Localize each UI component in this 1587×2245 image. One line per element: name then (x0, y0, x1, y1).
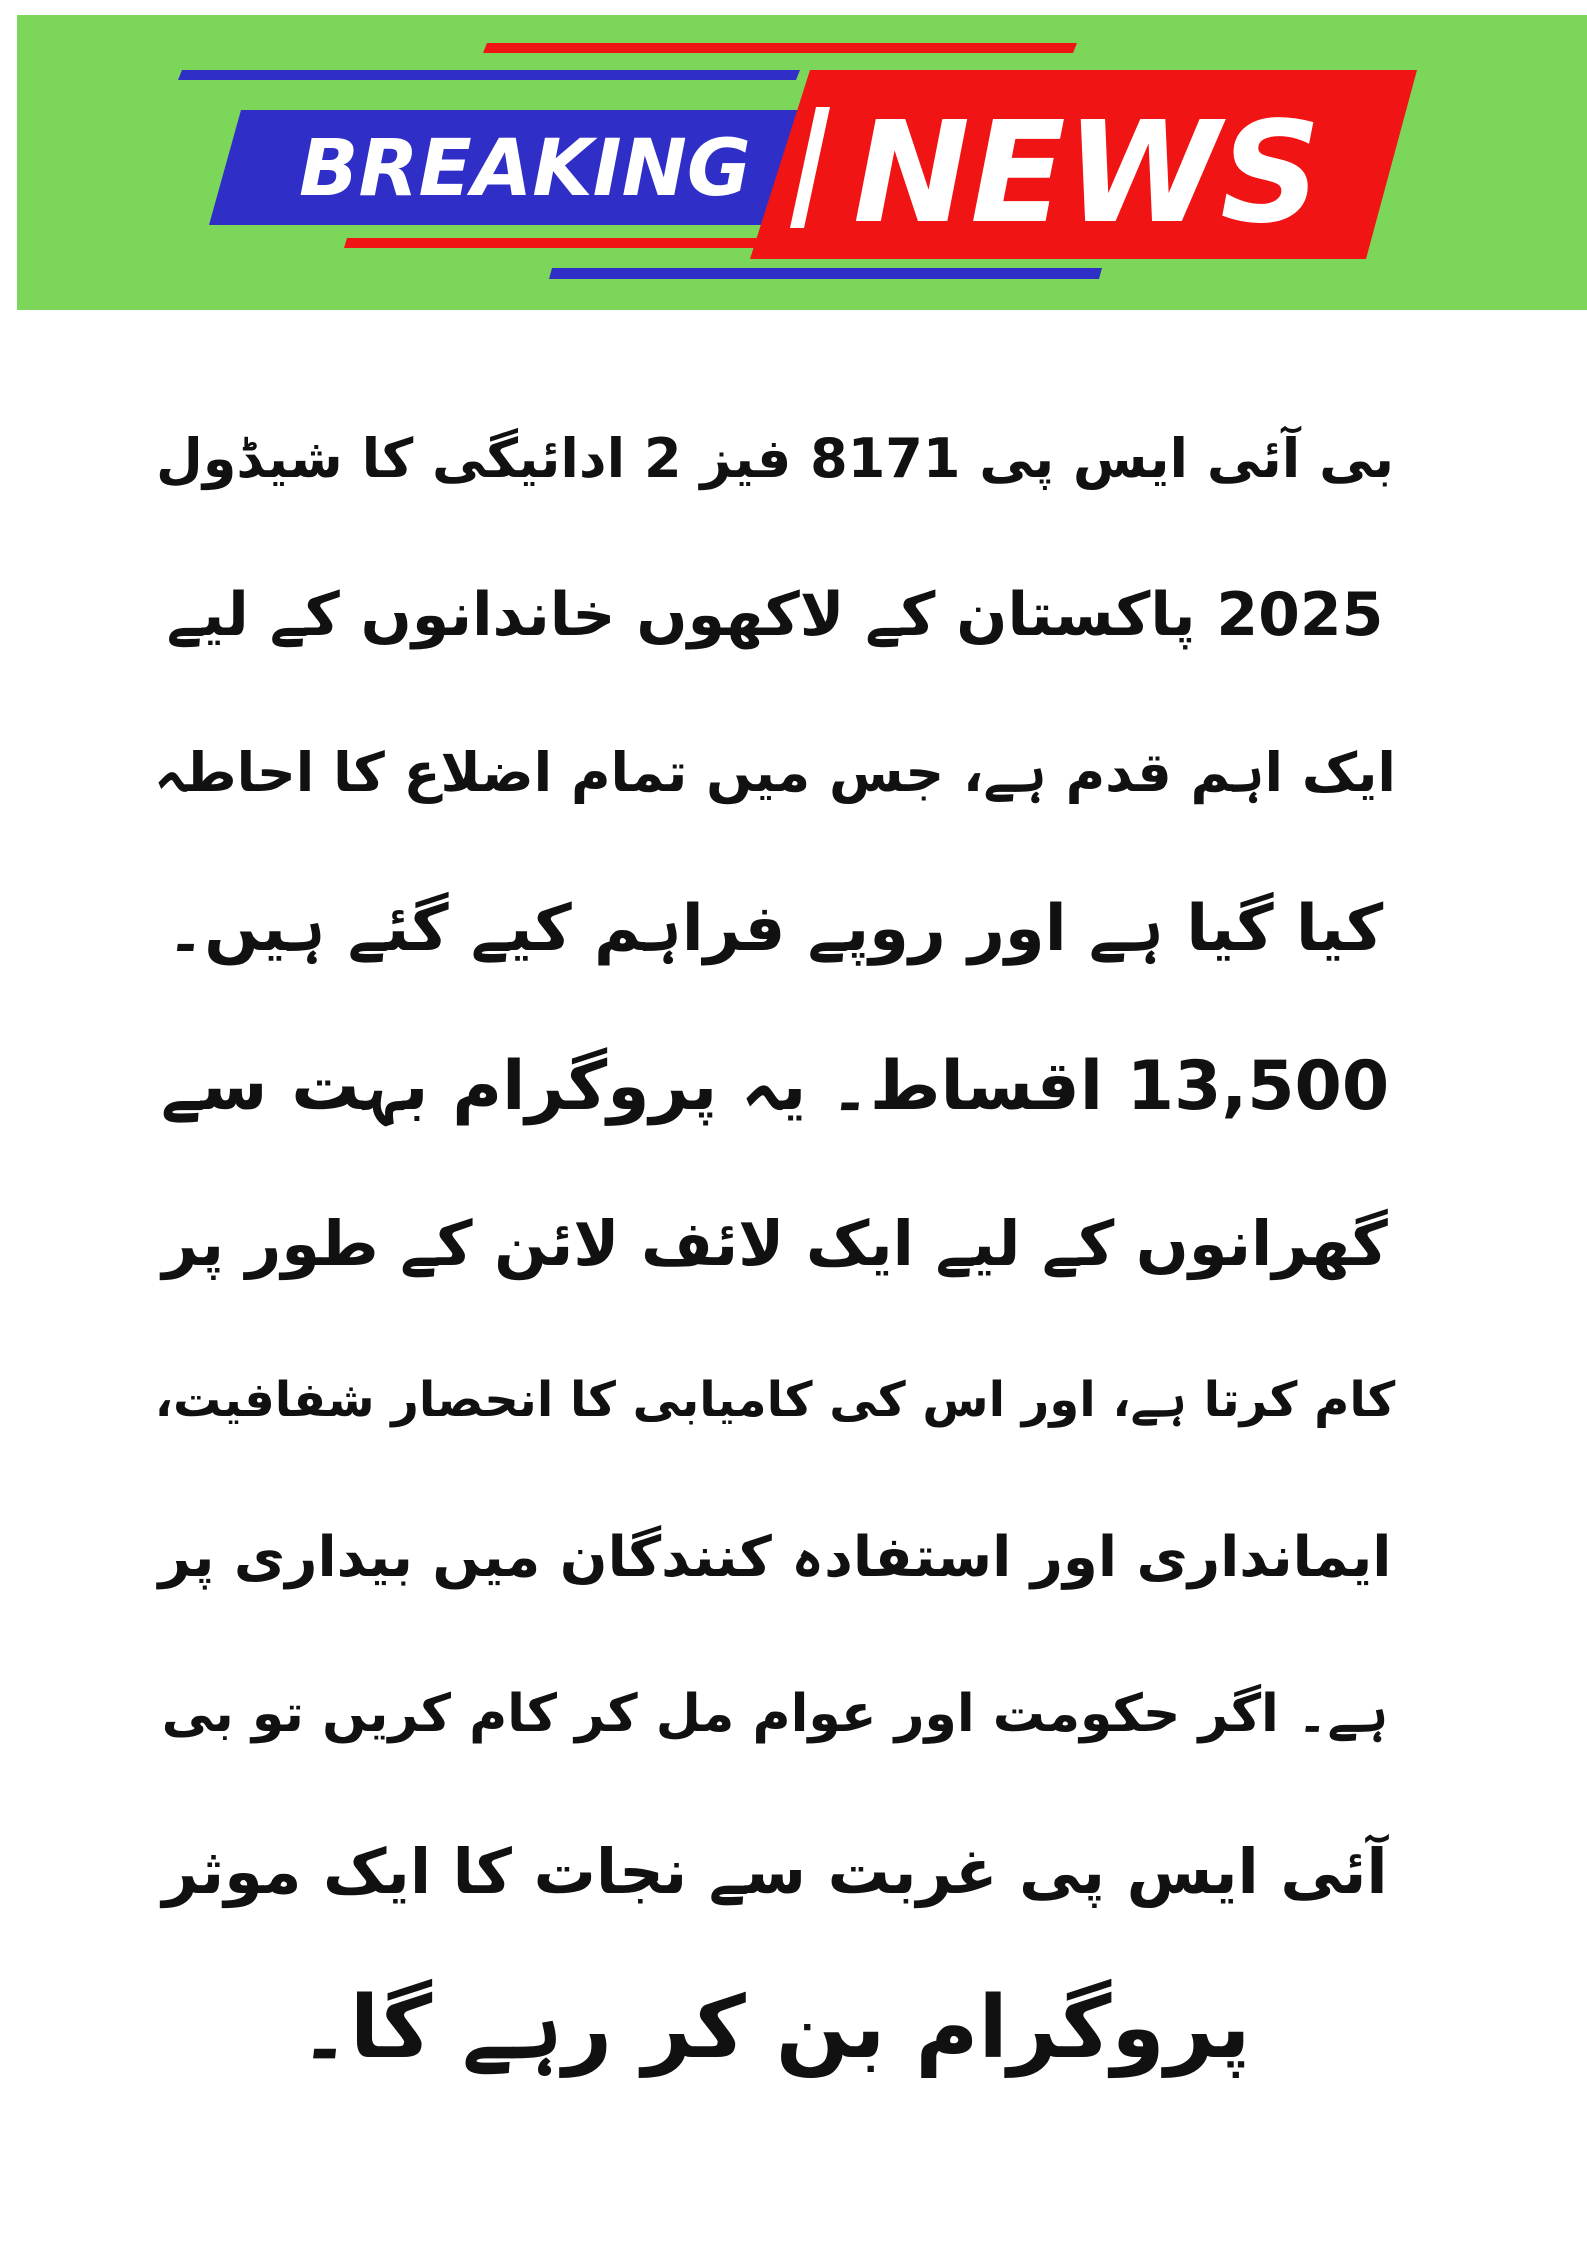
top-red-stripe (483, 43, 1077, 53)
article-line-6: گھرانوں کے لیے ایک لائف لائن کے طور پر (162, 1207, 1388, 1280)
news-word: NEWS (852, 92, 1322, 255)
article-line-3: ایک اہم قدم ہے، جس میں تمام اضلاع کا احاطہ (154, 741, 1396, 804)
article-line-11: پروگرام بن کر رہے گا۔ (299, 1978, 1251, 2078)
bottom-blue-stripe (549, 268, 1102, 279)
article-line-5: 13,500 اقساط۔ یہ پروگرام بہت سے (160, 1047, 1390, 1126)
breaking-news-graphic (17, 15, 1587, 310)
article-line-10: آئی ایس پی غربت سے نجات کا ایک موثر (162, 1835, 1388, 1908)
article-line-1: بی آئی ایس پی 8171 فیز 2 ادائیگی کا شیڈول (156, 427, 1394, 490)
article-body (150, 380, 1400, 2107)
breaking-news-banner (17, 15, 1587, 310)
article-line-7: کام کرتا ہے، اور اس کی کامیابی کا انحصار شفافیت، (154, 1372, 1396, 1428)
breaking-word: BREAKING (299, 124, 751, 214)
article-line-8: ایمانداری اور استفادہ کنندگان میں بیداری پر (158, 1525, 1392, 1590)
article-line-4: کیا گیا ہے اور روپے فراہم کیے گئے ہیں۔ (166, 892, 1384, 966)
article-line-9: ہے۔ اگر حکومت اور عوام مل کر کام کریں تو بی (161, 1684, 1389, 1744)
top-blue-stripe (178, 70, 800, 80)
article-line-2: 2025 پاکستان کے لاکھوں خاندانوں کے لیے (166, 580, 1384, 650)
bottom-red-stripe (344, 238, 777, 248)
